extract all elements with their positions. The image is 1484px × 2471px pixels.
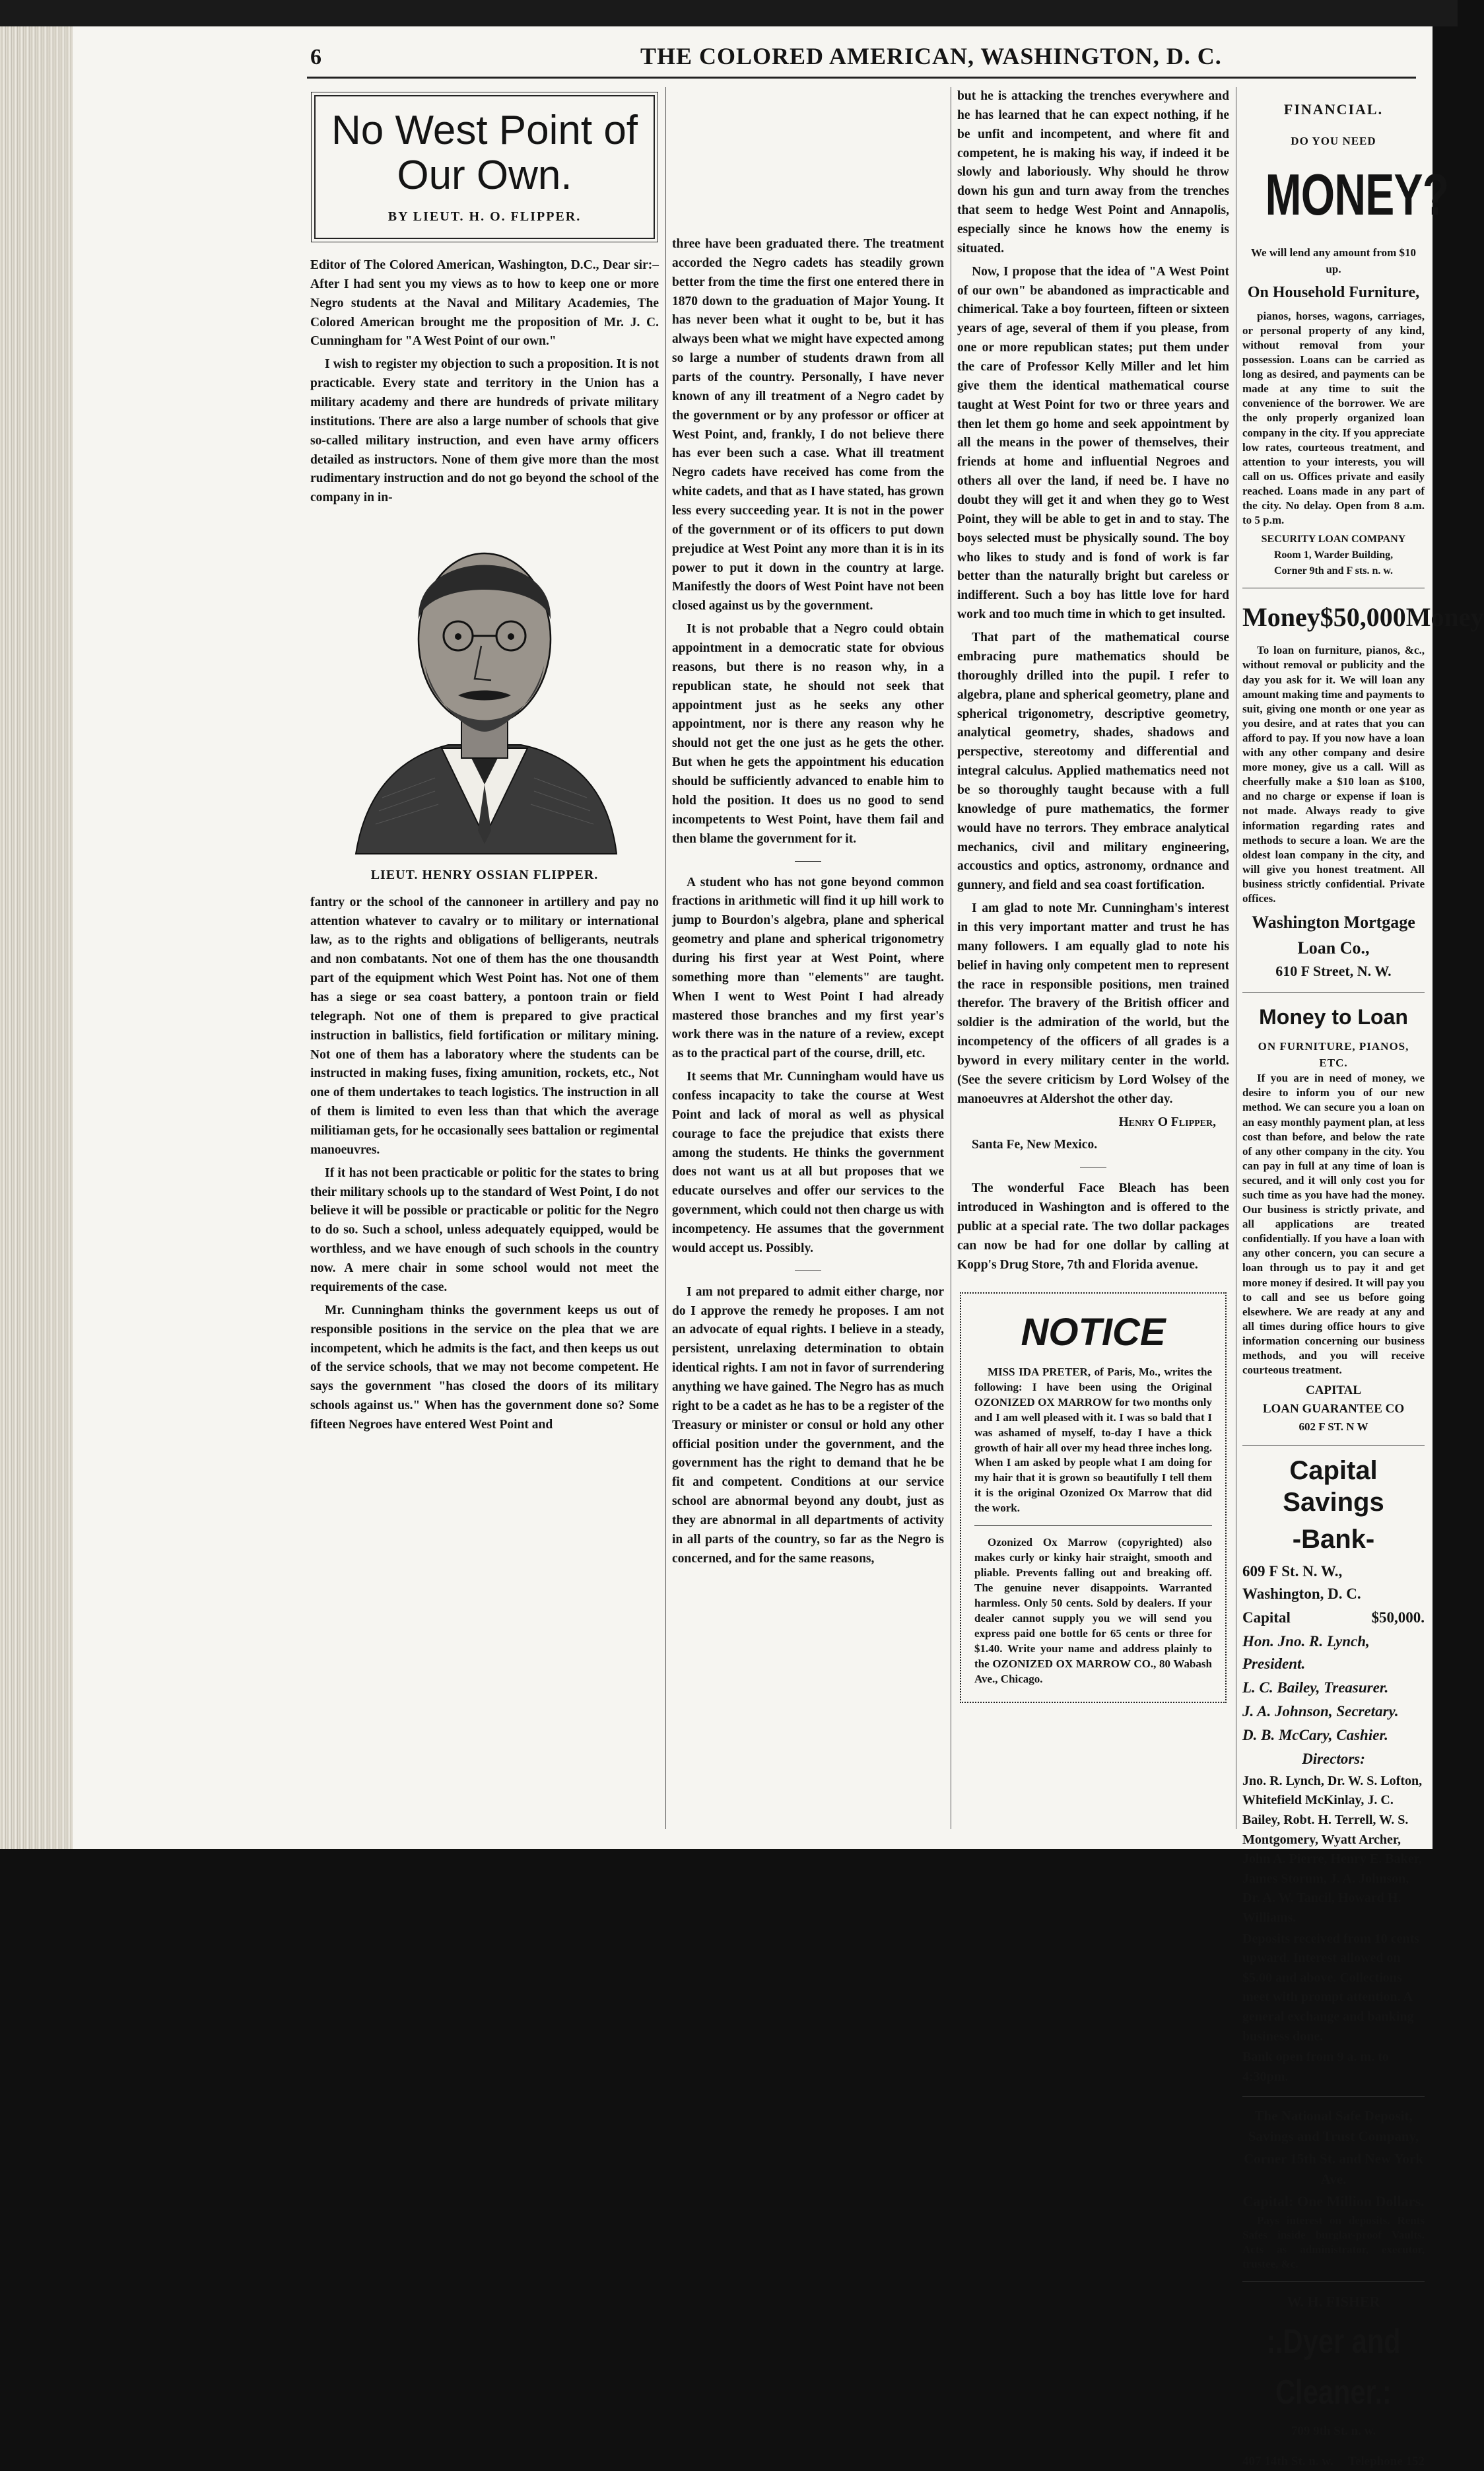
money-headline: MONEY?: [1265, 161, 1449, 227]
capital-loan-name: CAPITAL: [1305, 1383, 1362, 1398]
article-title-box: [314, 95, 655, 239]
security-loan-room: Room 1, Warder Building,: [1273, 549, 1394, 561]
portrait-caption: LIEUT. HENRY OSSIAN FLIPPER.: [370, 868, 599, 883]
newspaper-page: [73, 26, 1484, 2469]
loan-heading: Money to Loan: [1259, 1004, 1408, 1029]
security-loan-text: pianos, horses, wagons, carriages, or personal property of any kind, without removal from your possession. Loans can be carried as long as desired, and payments can be made at any time to suit the convenience of the borrower. We are the only properly organized loan company in the city. If you appreciate low rates, courteous treatment, and attention to your interests, you will call on us. Offices private and easily reached. Loans made in any part of the city. No delay. Open from 8 a.m. to 5 p.m.: [1242, 309, 1425, 527]
safe-deposit-name: The National Safe Deposit, Savings and Trust Company,: [1248, 2108, 1419, 2145]
mortgage-banner: [1242, 598, 1484, 637]
fisher-second-address: 407 14th St. n. w.: [1242, 2454, 1333, 2469]
money-question: DO YOU NEED: [1291, 134, 1376, 147]
household-line: On Household Furniture,: [1247, 284, 1420, 302]
article-title: No West Point of Our Own.: [331, 108, 638, 199]
directors-label: Directors:: [1302, 1750, 1365, 1767]
bank-title: Capital Savings: [1283, 1455, 1384, 1517]
advertisement-column: [1242, 87, 1484, 2469]
face-bleach-ad: The wonderful Face Bleach has been introduced in Washington and is offered to the public at a special rate. The two dollar packages can now be had for one dollar by calling at Kopp's Drug Store, 7th and Florida avenue.: [957, 1181, 1229, 1272]
safe-deposit-corner: Corner 15th St. and New York Ave.: [1244, 2150, 1423, 2187]
security-loan-corner: Corner 9th and F sts. n. w.: [1273, 565, 1394, 576]
fisher-phone: Telephone 152: [1348, 2454, 1425, 2469]
notice-title: NOTICE: [1021, 1310, 1166, 1354]
bank-title-2: -Bank-: [1292, 1524, 1375, 1554]
page-number: 6: [310, 45, 321, 69]
article-paragraph: A student who has not gone beyond common fractions in arithmetic will find it up hill work to jump to Bourdon's algebra, plane and spherical geometry and plane and spherical trigonometry during his first year at West Point, where something more than "elements" are taught. When I went to West Point I had already mastered those branches and my first year's work there was in the nature of a review, except as to the practical part of the course, drill, etc.: [672, 875, 944, 1061]
directors-list: Jno. R. Lynch, Dr. W. S. Lofton, Whitefield McKinlay, J. C. Bailey, Robt. H. Terrell, W. S. Montgomery, Wyatt Archer, John A. Pierre, Henry E. Baker, James Storum, J. A. Johnson, Dr. A. W. Tancil, Howard H. Williams.: [1242, 1773, 1423, 1925]
book-page-edges: [0, 26, 73, 1849]
security-loan-name: SECURITY LOAN COMPANY: [1261, 534, 1406, 545]
article-paragraph: It is not probable that a Negro could obtain appointment in a democratic state for obvious reasons, but there is no reason why, in a republican state, he should not seek that appointment just as he seeks any other appointment, nor is there any reason why he should not get the one just as he gets the other. But when he gets the appointment his education should be sufficiently advanced to enable him to hold the position. It does us no good to send incompetents to West Point, have them fail and then blame the government for it.: [672, 622, 944, 846]
bank-officer: J. A. Johnson, Secretary.: [1242, 1702, 1399, 1720]
article-paragraph: Mr. Cunningham thinks the government keeps us out of responsible positions in the service on the plea that we are incompetent, which he admits is the fact, and then keeps us out of the service schools, that we may not become competent. He says the government "has closed the doors of its military schools against us." When has the government done so? Some fifteen Negroes have entered West Point and: [310, 1303, 659, 1432]
bank-capital-label: Capital: [1242, 1609, 1291, 1626]
fisher-name: W. H. FISHER: [1287, 2293, 1380, 2310]
banner-right: Money: [1405, 602, 1484, 633]
notice-divider: [974, 1525, 1212, 1526]
portrait-engraving: [343, 520, 626, 857]
article-paragraph: That part of the mathematical course embracing pure mathematics should be thoroughly drilled into the pupil. I refer to algebra, plane and spherical geometry, plane and spherical trigonometry, descriptive geometry, analytical geometry, shades, shadows and perspective, stereotomy and differential and integral calculus. Applied mathematics need not be so thoroughly taught because with a full knowledge of pure mathematics, the former would have no terrors. They embrace analytical mechanics, civil and military engineering, accoustics and optics, astronomy, ordnance and gunnery, and field and sea coast fortification.: [957, 631, 1229, 893]
bank-hours: Bank open from 9 a. m. to 4:30pm.: [1242, 2050, 1389, 2084]
article-paragraph: I am glad to note Mr. Cunningham's interest in this very important matter and trust he has many followers. I am equally glad to note his belief in having only competent men to represent the race in responsible positions, men trained therefor. The bravery of the British officer and soldier is the admiration of the world, but the incompetency of the officers of all grades is a byword in every military center in the world. (See the severe criticism by Lord Wolsey of the manoeuvres at Aldershot the other day.: [957, 901, 1229, 1106]
safe-deposit-capital: Capital: One Million Dollars.: [1242, 2192, 1425, 2210]
author-location: Santa Fe, New Mexico.: [972, 1138, 1098, 1152]
article-column-3: [957, 87, 1229, 1829]
notice-ad: [960, 1292, 1227, 1703]
article-column-1: [310, 87, 659, 1829]
article-paragraph: It seems that Mr. Cunningham would have us confess incapacity to take the course at West Point and lack of moral as well as physical courage to face the prejudice that exists there among the students. He thinks the government does not want us at all but proposes that we educate ourselves and offer our services to the government, which could not then charge us with incompetency. He assumes that the government would accept us. Possibly.: [672, 1070, 944, 1255]
bank-capital-value: $50,000.: [1371, 1609, 1425, 1626]
portrait-illustration: [310, 517, 659, 860]
banner-amount: $50,000: [1320, 602, 1406, 633]
article-column-2: [672, 87, 944, 1829]
section-separator: [795, 1270, 821, 1271]
capital-loan-address: 602 F ST. N W: [1298, 1420, 1368, 1434]
capital-loan-text: If you are in need of money, we desire to inform you of our new method. We can secure you a loan on an easy monthly payment plan, at less cost than before, and below the rate of any other company in the city. You can pay in full at any time of loan is secured, and it will only cost you for such time as you have had the money. Our business is strictly private, and all applications are treated confidentially. If you have a loan with any other concern, you can secure a loan through us to pay it and get more money if desired. It will pay you to call and see us before going elsewhere. We are ready at any and all times during office hours to give information concerning our business methods, and you will receive courteous treatment.: [1242, 1072, 1425, 1377]
bank-capital-row: [1242, 1607, 1425, 1629]
ad-divider: [1242, 2096, 1425, 2097]
notice-footer: Ozonized Ox Marrow (copyrighted) also makes curly or kinky hair straight, smooth and pliable. Prevents falling out and breaking off. The genuine never disappoints. Warranted harmless. Only 50 cents. Sold by dealers. If your dealer cannot supply you we will send you express paid one bottle for 65 cents or three for $1.40. Write your name and address plainly to the OZONIZED OX MARROW CO., 80 Wabash Ave., Chicago.: [974, 1536, 1212, 1685]
article-paragraph: I wish to register my objection to such a proposition. It is not practicable. Every state and territory in the Union has a military academy and there are hundreds of private military institutions. There are also a large number of schools that give so-called military instruction, and even have army officers detailed as instructors. None of them give more than the most rudimentary instruction and do not go beyond the school of the company in in-: [310, 357, 659, 505]
author-signature: Henry O Flipper,: [1118, 1115, 1216, 1129]
fisher-address: 709 9th St. n. w.: [1291, 2424, 1376, 2439]
bank-officer: L. C. Bailey, Treasurer.: [1242, 1679, 1389, 1696]
mortgage-address: 610 F Street, N. W.: [1275, 963, 1392, 979]
column-divider: [665, 87, 666, 1829]
article-paragraph: I am not prepared to admit either charge, nor do I approve the remedy he proposes. I am not an advocate of equal rights. I believe in a steady, persistent, unrelaxing determination to obtain identical rights. I am not in favor of surrendering anything we have gained. The Negro has as much right to be a cadet as he has to be a register of the Treasury or minister or consul or hold any other official position under the government, and the government has the right to demand that he be fit and competent. Conditions at our service school are abnormal beyond any doubt, just as they are abnormal in all departments of activity in all parts of the country, so far as the Negro is concerned, and for the same reasons,: [672, 1284, 944, 1566]
fisher-footer: [1242, 2453, 1425, 2471]
capital-loan-name-2: LOAN GUARANTEE CO: [1262, 1402, 1405, 1416]
section-separator: [795, 861, 821, 862]
lend-line: We will lend any amount from $10 up.: [1251, 246, 1416, 276]
loan-subheading: ON FURNITURE, PIANOS, ETC.: [1258, 1039, 1409, 1070]
mortgage-text: To loan on furniture, pianos, &c., without removal or publicity and the day you ask for it. We will loan any amount making time and payments to suit, giving one month or one year as you desire, and at rates that you can afford to pay. If you now have a loan with any other company and desire more money, give us a call. Will as cheerfully make a $10 loan as $100, and no charge or expense if loan is not made. Always ready to give information regarding rates and methods to secure a loan. We are the oldest loan company in the city, and will give you honest treatment. All business strictly confidential. Private offices.: [1242, 644, 1425, 905]
article-paragraph: fantry or the school of the cannoneer in artillery and pay no attention whatever to cavalry or to military or international law, as to the rights and obligations of belligerants, neutrals and non combatants. Not one of them has the one thousandth part of the equipment which West Point has. Not one of them has a siege or sea coast battery, a pontoon train or field telegraph. Not one of them is prepared to give practical instruction in ballistics, field fortification or military mining. Not one of them has a laboratory where the students can be instructed in making fuses, fixing amunition, rockets, etc., Not one of them undertakes to teach logistics. The instruction in all of them is limited to even less than that which the average militiaman gets, for he occasionally sees battalion or regimental manoeuvres.: [310, 895, 659, 1157]
bank-terms: Deposits received from 10 cents upward. Interest allowed on $5.00 and above. Collections meet with prompt attention. A general exchange and banking business done.: [1242, 1931, 1420, 2044]
notice-body: MISS IDA PRETER, of Paris, Mo., writes the following: I have been using the Original OZONIZED OX MARROW for two months only and I am well pleased with it. I was so bald that I was ashamed of myself, to-day I have a thick growth of hair all over my head three inches long. When I am asked by people what I am doing for my hair that it is grown so beautifully I tell them it is the original Ozonized Ox Marrow that did the work.: [974, 1365, 1212, 1515]
bank-officer: Hon. Jno. R. Lynch, President.: [1242, 1632, 1370, 1672]
article-byline: BY LIEUT. H. O. FLIPPER.: [388, 209, 582, 225]
scan-border: [0, 0, 1458, 26]
bank-address: 609 F St. N. W., Washington, D. C.: [1242, 1562, 1361, 1602]
fisher-trade: :.Dyer and Cleaner.:: [1266, 2322, 1401, 2412]
ad-divider: [1242, 2281, 1425, 2282]
mortgage-company: Washington Mortgage Loan Co.,: [1252, 913, 1415, 957]
financial-heading: FINANCIAL.: [1283, 101, 1384, 118]
safe-deposit-text: Pays interest on deposits. Rents Safes inside burglar-proof Vaults. Acts as administrator, executor, trustee, &c.: [1242, 2214, 1425, 2271]
article-paragraph: Now, I propose that the idea of "A West Point of our own" be abandoned as impracticable and chimerical. Take a boy fourteen, fifteen or sixteen years of age, several of them if you please, from one or more republican states; put them under the care of Professor Kelly Miller and let him give them the identical mathematical course taught at West Point for two or three years and then let them go home and seek appointment by all the means in the power of themselves, their friends at home and influential Negroes and others all over the land, if need be. I have no doubt they will get it and when they go to West Point, they will be able to get in and to stay. The boys selected must be physically sound. The boy who likes to study and is fond of work is far better than the naturally bright but careless or indifferent. Such a boy has little love for hard work and too much time in which to get insulted.: [957, 264, 1229, 622]
bank-officer: D. B. McCary, Cashier.: [1242, 1726, 1388, 1743]
article-paragraph: If it has not been practicable or politic for the states to bring their military schools up to the standard of West Point, I do not believe it will be possible or practicable or politic for the Negro to do so. Such a school, unless adequately equipped, would be worthless, and we have enough of such schools in the country now. A mere chair in some school would not meet the requirements of the case.: [310, 1166, 659, 1294]
article-paragraph: Editor of The Colored American, Washington, D.C., Dear sir:–After I had sent you my views as to how to keep one or more Negro students at the Naval and Military Academies, The Colored American brought me the proposition of Mr. J. C. Cunningham for "A West Point of our own.": [310, 258, 659, 349]
masthead: THE COLORED AMERICAN, WASHINGTON, D. C.: [640, 43, 1222, 69]
masthead-rule: [307, 77, 1416, 79]
article-paragraph: three have been graduated there. The treatment accorded the Negro cadets has steadily grown better from the time the first one entered there in 1870 down to the graduation of Major Young. It has never been what it ought to be, but it has always been what we might have expected among so large a number of students drawn from all parts of the country. Personally, I have never known of any ill treatment of a Negro cadet by the government or by any professor or officer at West Point, and, frankly, I do not believe there has ever been such a case. What ill treatment Negro cadets have received has come from the white cadets, and that as I have stated, has grown less every succeeding year. It is not in the power of the government or of its officers to put down prejudice at West Point any more than it is in its power to put it down in the country at large. Manifestly the doors of West Point have not been closed against us by the government.: [672, 237, 944, 613]
banner-left: Money: [1242, 602, 1320, 633]
article-paragraph: but he is attacking the trenches everywhere and he has learned that he can expect nothing, if he be unfit and incompetent, and where fit and competent, he is making his way, if indeed it be slowly and laboriously. Why should he throw down his gun and turn away from the trenches that seem to hedge West Point and Annapolis, especially since he knows how the enemy is situated.: [957, 89, 1229, 256]
